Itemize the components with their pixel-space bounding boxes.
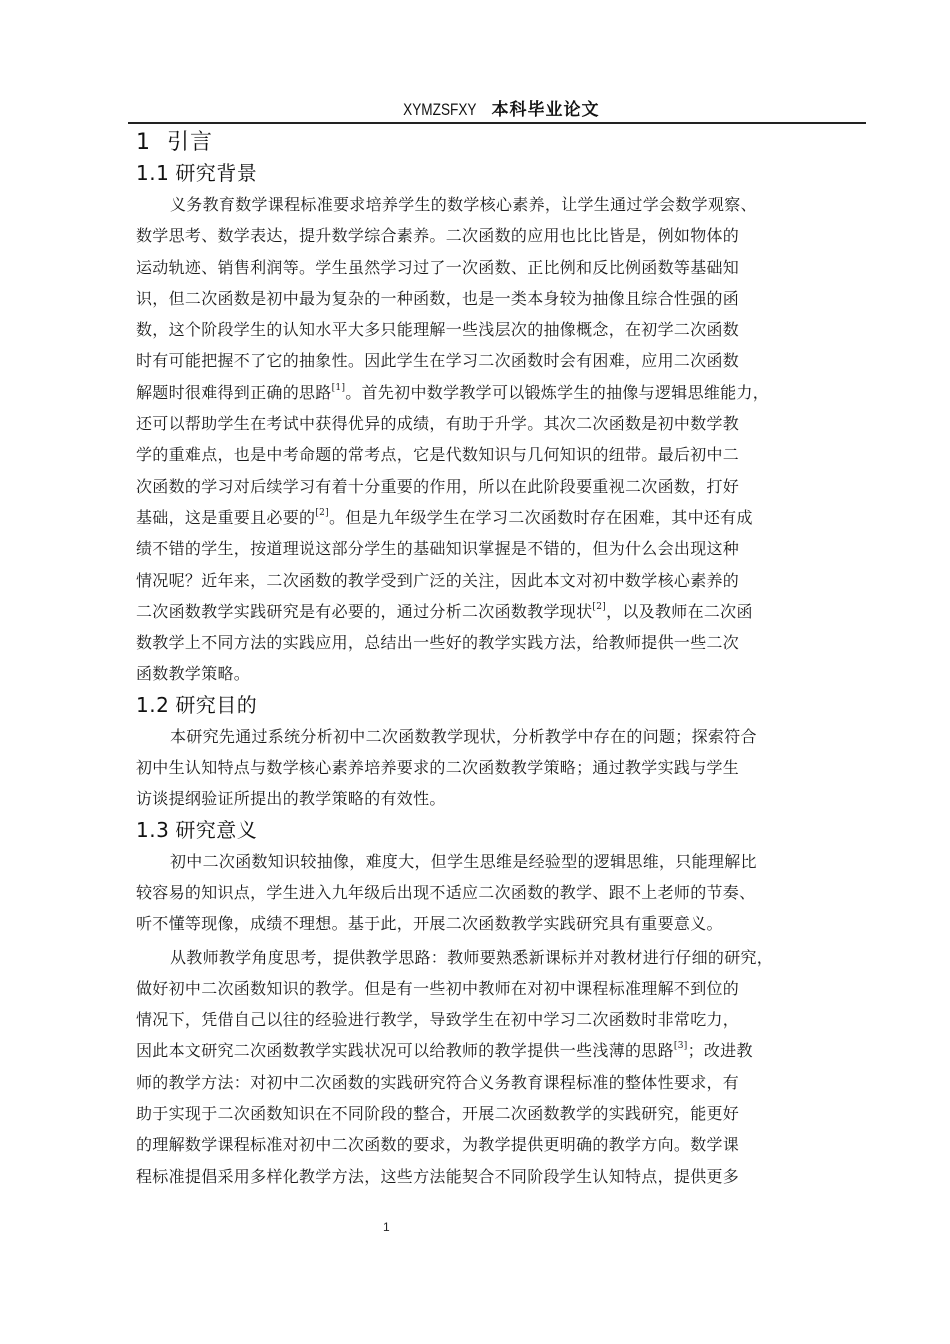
text-line: [136, 502, 858, 533]
page-number: 1: [383, 1220, 390, 1234]
text-segment: 。但是九年级学生在学习二次函数时存在困难，其中还有成: [328, 507, 753, 527]
text-line: 程标准提倡采用多样化教学方法，这些方法能契合不同阶段学生认知特点，提供更多: [136, 1166, 740, 1186]
text-line: 的理解数学课程标准对初中二次函数的要求，为教学提供更明确的教学方向。数学课: [136, 1135, 740, 1155]
text-segment: 解题时很难得到正确的思路: [136, 382, 332, 402]
text-line: 初中二次函数知识较抽像，难度大，但学生思维是经验型的逻辑思维，只能理解比: [170, 851, 757, 871]
text-line: 函数教学策略。: [136, 664, 251, 684]
text-line: [136, 377, 858, 408]
text-line: 数学思考、数学表达，提升数学综合素养。二次函数的应用也比比皆是，例如物体的: [136, 226, 740, 246]
section-title: 研究目的: [175, 692, 258, 717]
citation-marker: [2]: [315, 507, 329, 518]
header-divider: [128, 122, 866, 124]
text-line: 听不懂等现像，成绩不理想。基于此，开展二次函数教学实践研究具有重要意义。: [136, 914, 723, 934]
header-school-code: XYMZSFXY: [403, 100, 477, 119]
running-header: [128, 98, 866, 122]
text-line: 本研究先通过系统分析初中二次函数教学现状，分析教学中存在的问题；探索符合: [170, 726, 757, 746]
section-number: 1.3: [136, 817, 170, 842]
document-body: [136, 126, 858, 1192]
chapter-number: 1: [136, 130, 151, 155]
paragraph-significance-2: [136, 942, 858, 1192]
header-document-type: 本科毕业论文: [491, 100, 600, 120]
text-line: 数教学上不同方法的实践应用，总结出一些好的教学实践方法，给教师提供一些二次: [136, 633, 740, 653]
text-segment: 因此本文研究二次函数教学实践状况可以给教师的教学提供一些浅薄的思路: [136, 1041, 674, 1061]
section-title: 研究意义: [175, 817, 258, 842]
text-line: 数，这个阶段学生的认知水平大多只能理解一些浅层次的抽像概念，在初学二次函数: [136, 320, 740, 340]
text-line: 义务教育数学课程标准要求培养学生的数学核心素养，让学生通过学会数学观察、: [170, 195, 757, 214]
text-line: 还可以帮助学生在考试中获得优异的成绩，有助于升学。其次二次函数是初中数学教: [136, 414, 740, 434]
paragraph-purpose: [136, 721, 858, 815]
text-line: [136, 1035, 858, 1066]
text-line: 情况呢？近年来，二次函数的教学受到广泛的关注，因此本文对初中数学核心素养的: [136, 570, 740, 590]
text-line: 初中生认知特点与数学核心素养培养要求的二次函数教学策略；通过教学实践与学生: [136, 758, 740, 778]
text-line: 做好初中二次函数知识的教学。但是有一些初中教师在对初中课程标准理解不到位的: [136, 978, 740, 998]
text-line: 绩不错的学生，按道理说这部分学生的基础知识掌握是不错的，但为什么会出现这种: [136, 539, 740, 559]
text-segment: 。首先初中数学教学可以锻炼学生的抽像与逻辑思维能力，: [345, 382, 770, 402]
paragraph-background: [136, 189, 858, 690]
chapter-heading: [136, 126, 858, 158]
text-segment: ，以及教师在二次函: [606, 601, 753, 621]
paragraph-significance-1: [136, 846, 858, 940]
text-line: 情况下，凭借自己以往的经验进行教学，导致学生在初中学习二次函数时非常吃力，: [136, 1010, 740, 1030]
text-line: 时有可能把握不了它的抽象性。因此学生在学习二次函数时会有困难，应用二次函数: [136, 351, 740, 371]
section-heading-purpose: [136, 690, 858, 721]
text-segment: 二次函数教学实践研究是有必要的，通过分析二次函数教学现状: [136, 601, 593, 621]
text-line: 助于实现于二次函数知识在不同阶段的整合，开展二次函数教学的实践研究，能更好: [136, 1104, 740, 1124]
citation-marker: [3]: [673, 1041, 688, 1052]
text-line: 识，但二次函数是初中最为复杂的一种函数，也是一类本身较为抽像且综合性强的函: [136, 288, 740, 308]
text-line: 师的教学方法：对初中二次函数的实践研究符合义务教育课程标准的整体性要求，有: [136, 1072, 740, 1092]
section-heading-significance: [136, 815, 858, 846]
section-title: 研究背景: [175, 161, 258, 185]
citation-marker: [1]: [331, 382, 346, 393]
text-line: 运动轨迹、销售利润等。学生虽然学习过了一次函数、正比例和反比例函数等基础知: [136, 257, 740, 277]
text-segment: 基础，这是重要且必要的: [136, 507, 316, 527]
chapter-title: 引言: [167, 130, 214, 155]
section-heading-background: [136, 158, 858, 189]
section-number: 1.2: [136, 692, 170, 717]
text-line: 学的重难点，也是中考命题的常考点，它是代数知识与几何知识的纽带。最后初中二: [136, 445, 740, 465]
text-segment: ；改进教: [687, 1041, 753, 1061]
section-number: 1.1: [136, 161, 170, 185]
text-line: [136, 596, 858, 627]
text-line: 较容易的知识点，学生进入九年级后出现不适应二次函数的教学、跟不上老师的节奏、: [136, 882, 756, 902]
text-line: 从教师教学角度思考，提供教学思路：教师要熟悉新课标并对教材进行仔细的研究，: [170, 947, 774, 967]
citation-marker: [2]: [592, 601, 607, 612]
text-line: 访谈提纲验证所提出的教学策略的有效性。: [136, 789, 446, 809]
text-line: 次函数的学习对后续学习有着十分重要的作用，所以在此阶段要重视二次函数，打好: [136, 476, 740, 496]
